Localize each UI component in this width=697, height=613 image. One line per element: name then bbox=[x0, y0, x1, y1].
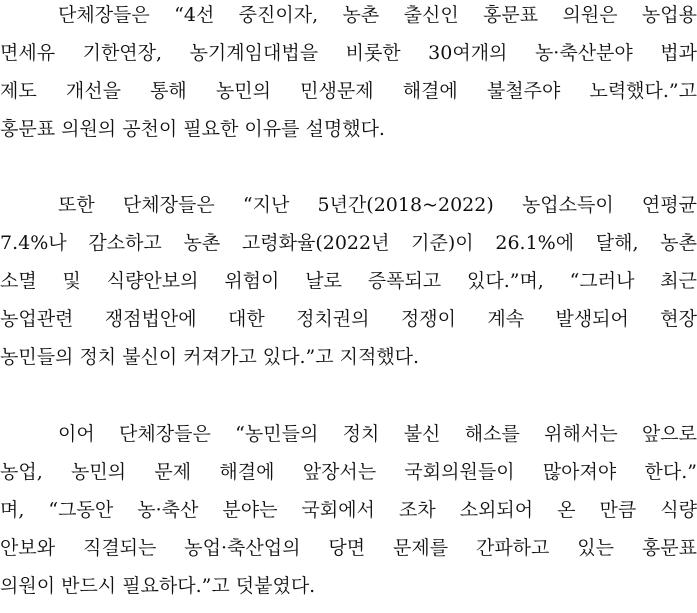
paragraph-3-line-3: 며, “그동안 농·축산 분야는 국회에서 조차 소외되어 온 만큼 식량 bbox=[0, 499, 697, 521]
paragraph-3-line-2: 농업, 농민의 문제 해결에 앞장서는 국회의원들이 많아져야 한다.” bbox=[0, 461, 697, 483]
paragraph-1-line-1: 단체장들은 “4선 중진이자, 농촌 출신인 홍문표 의원은 농업용 bbox=[58, 4, 697, 26]
paragraph-3-line-4: 안보와 직결되는 농업·축산업의 당면 문제를 간파하고 있는 홍문표 bbox=[0, 537, 697, 559]
paragraph-2-line-1: 또한 단체장들은 “지난 5년간(2018~2022) 농업소득이 연평균 bbox=[58, 194, 697, 216]
paragraph-3-line-1: 이어 단체장들은 “농민들의 정치 불신 해소를 위해서는 앞으로 bbox=[58, 423, 697, 445]
paragraph-3-line-5: 의원이 반드시 필요하다.”고 덧붙였다. bbox=[0, 575, 316, 597]
paragraph-2-line-3: 소멸 및 식량안보의 위험이 날로 증폭되고 있다.”며, “그러나 최근 bbox=[0, 270, 697, 292]
paragraph-2-line-5: 농민들의 정치 불신이 커져가고 있다.”고 지적했다. bbox=[0, 346, 420, 368]
paragraph-1-line-3: 제도 개선을 통해 농민의 민생문제 해결에 불철주야 노력했다.”고 bbox=[0, 80, 697, 102]
paragraph-1-line-4: 홍문표 의원의 공천이 필요한 이유를 설명했다. bbox=[0, 118, 385, 140]
paragraph-1-line-2: 면세유 기한연장, 농기계임대법을 비롯한 30여개의 농·축산분야 법과 bbox=[0, 42, 697, 64]
paragraph-2-line-2: 7.4%나 감소하고 농촌 고령화율(2022년 기준)이 26.1%에 달해, 농촌 bbox=[0, 232, 697, 254]
paragraph-2-line-4: 농업관련 쟁점법안에 대한 정치권의 정쟁이 계속 발생되어 현장 bbox=[0, 308, 697, 330]
